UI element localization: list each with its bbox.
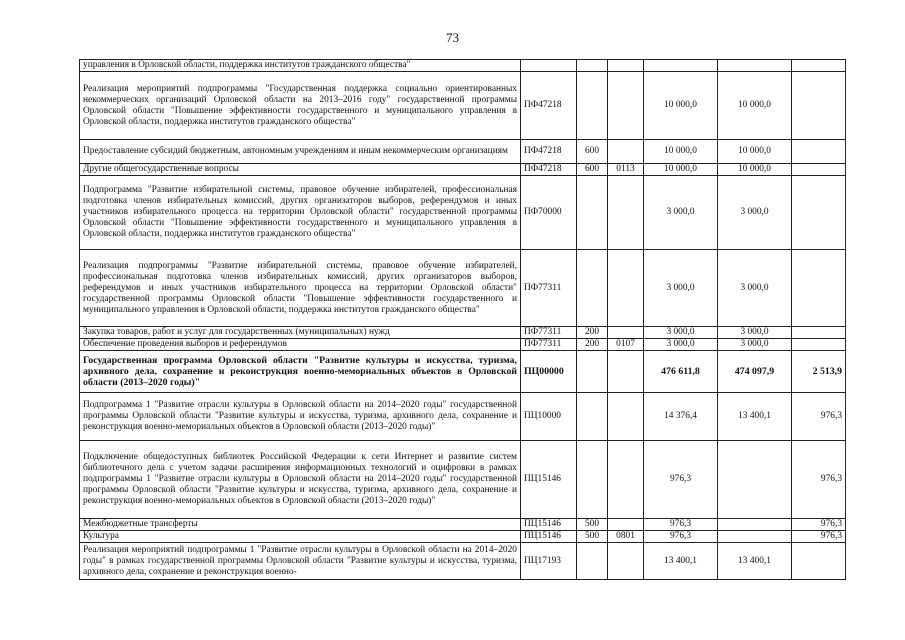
- target-article-code: ПЦ17193: [521, 543, 577, 580]
- amount-3: [792, 60, 846, 72]
- target-article-code: ПЦ15146: [521, 441, 577, 519]
- section-code: 0113: [608, 164, 644, 176]
- section-code: [608, 250, 644, 327]
- expense-type-code: 500: [577, 519, 608, 531]
- target-article-code: ПЦ15146: [521, 531, 577, 543]
- amount-total: 10 000,0: [644, 164, 718, 176]
- section-code: 0107: [608, 339, 644, 351]
- row-description: Государственная программа Орловской области "Развитие культуры и искусства, туризма, архивного дела, сохранение и реконструкция военно-мемориальных объектов в Орловской области (2013–2020 годы)": [80, 351, 521, 393]
- amount-total: 3 000,0: [644, 176, 718, 250]
- table-row: [80, 140, 846, 164]
- row-description: Реализация подпрограммы "Развитие избирательной системы, правовое обучение избирателей, профессиональная подготовка членов избирательных комиссий, других организаторов выборов, референдумов и иных участников избирательного процесса на территории Орловской области" государственной программы Орловской области "Повышение эффективности государственного и муниципального управления в Орловской области, поддержка институтов гражданского общества": [80, 250, 521, 327]
- amount-total: 3 000,0: [644, 339, 718, 351]
- amount-total: 976,3: [644, 531, 718, 543]
- amount-3: [792, 140, 846, 164]
- amount-2: 3 000,0: [718, 176, 792, 250]
- amount-2: 13 400,1: [718, 543, 792, 580]
- expense-type-code: [577, 176, 608, 250]
- row-description: Другие общегосударственные вопросы: [80, 164, 521, 176]
- row-description: Культура: [80, 531, 521, 543]
- amount-total: 3 000,0: [644, 327, 718, 339]
- table-row: [80, 164, 846, 176]
- row-description: Закупка товаров, работ и услуг для государственных (муниципальных) нужд: [80, 327, 521, 339]
- target-article-code: ПЦ10000: [521, 393, 577, 441]
- amount-total: 976,3: [644, 519, 718, 531]
- amount-3: [792, 339, 846, 351]
- amount-3: [792, 250, 846, 327]
- table-row: [80, 60, 846, 72]
- amount-total: 976,3: [644, 441, 718, 519]
- expense-type-code: [577, 393, 608, 441]
- amount-3: [792, 164, 846, 176]
- amount-2: 10 000,0: [718, 140, 792, 164]
- row-description: управления в Орловской области, поддержка институтов гражданского общества": [80, 60, 521, 72]
- section-code: [608, 351, 644, 393]
- table-row: [80, 519, 846, 531]
- amount-3: [792, 72, 846, 140]
- section-code: [608, 327, 644, 339]
- expense-type-code: 500: [577, 531, 608, 543]
- expense-type-code: [577, 60, 608, 72]
- table-body: [80, 60, 846, 580]
- amount-total: 3 000,0: [644, 250, 718, 327]
- table-row: [80, 441, 846, 519]
- amount-2: [718, 60, 792, 72]
- amount-2: 474 097,9: [718, 351, 792, 393]
- section-code: [608, 72, 644, 140]
- amount-3: 2 513,9: [792, 351, 846, 393]
- table-row: [80, 393, 846, 441]
- target-article-code: ПФ70000: [521, 176, 577, 250]
- amount-total: 10 000,0: [644, 72, 718, 140]
- amount-2: [718, 441, 792, 519]
- table-row: [80, 531, 846, 543]
- target-article-code: ПФ47218: [521, 140, 577, 164]
- expense-type-code: [577, 543, 608, 580]
- target-article-code: ПЦ15146: [521, 519, 577, 531]
- amount-3: 976,3: [792, 531, 846, 543]
- section-code: 0801: [608, 531, 644, 543]
- row-description: Подключение общедоступных библиотек Российской Федерации к сети Интернет и развитие систем библиотечного дела с учетом задачи расширения информационных технологий и оцифровки в рамках подпрограммы 1 "Развитие отрасли культуры в Орловской области на 2014–2020 годы" государственной программы Орловской области "Развитие культуры и искусства, туризма, архивного дела, сохранение и реконструкция военно-мемориальных объектов в Орловской области (2013–2020 годы)": [80, 441, 521, 519]
- table-row: [80, 543, 846, 580]
- amount-3: [792, 543, 846, 580]
- amount-2: 3 000,0: [718, 327, 792, 339]
- expense-type-code: 200: [577, 327, 608, 339]
- expense-type-code: 600: [577, 164, 608, 176]
- amount-3: 976,3: [792, 441, 846, 519]
- expense-type-code: [577, 351, 608, 393]
- amount-total: 10 000,0: [644, 140, 718, 164]
- amount-2: 10 000,0: [718, 164, 792, 176]
- amount-total: [644, 60, 718, 72]
- section-code: [608, 60, 644, 72]
- section-code: [608, 176, 644, 250]
- amount-3: 976,3: [792, 519, 846, 531]
- target-article-code: ПФ77311: [521, 327, 577, 339]
- row-description: Подпрограмма "Развитие избирательной системы, правовое обучение избирателей, профессиональная подготовка членов избирательных комиссий, других организаторов выборов, референдумов и иных участников избирательного процесса на территории Орловской области" государственной программы Орловской области "Повышение эффективности государственного и муниципального управления в Орловской области, поддержка институтов гражданского общества": [80, 176, 521, 250]
- amount-3: 976,3: [792, 393, 846, 441]
- row-description: Подпрограмма 1 "Развитие отрасли культуры в Орловской области на 2014–2020 годы" государственной программы Орловской области "Развитие культуры и искусства, туризма, архивного дела, сохранение и реконструкция военно-мемориальных объектов в Орловской области (2013–2020 годы)": [80, 393, 521, 441]
- amount-2: 10 000,0: [718, 72, 792, 140]
- target-article-code: ПФ77311: [521, 339, 577, 351]
- amount-2: 3 000,0: [718, 339, 792, 351]
- section-code: [608, 393, 644, 441]
- amount-total: 476 611,8: [644, 351, 718, 393]
- amount-total: 13 400,1: [644, 543, 718, 580]
- page-number: 73: [446, 30, 459, 45]
- amount-3: [792, 327, 846, 339]
- section-code: [608, 519, 644, 531]
- row-description: Предоставление субсидий бюджетным, автономным учреждениям и иным некоммерческим организациям: [80, 140, 521, 164]
- table-row: [80, 339, 846, 351]
- target-article-code: ПЦ00000: [521, 351, 577, 393]
- target-article-code: ПФ77311: [521, 250, 577, 327]
- amount-2: 3 000,0: [718, 250, 792, 327]
- table-row: [80, 327, 846, 339]
- table-row: [80, 176, 846, 250]
- section-code: [608, 543, 644, 580]
- row-description: Реализация мероприятий подпрограммы "Государственная поддержка социально ориентированных некоммерческих организаций Орловской области на 2013–2016 году" государственной программы Орловской области "Повышение эффективности государственного и муниципального управления в Орловской области, поддержка институтов гражданского общества": [80, 72, 521, 140]
- amount-2: [718, 519, 792, 531]
- expense-type-code: [577, 441, 608, 519]
- expense-type-code: [577, 250, 608, 327]
- amount-total: 14 376,4: [644, 393, 718, 441]
- table-row: [80, 250, 846, 327]
- target-article-code: [521, 60, 577, 72]
- table-row: [80, 72, 846, 140]
- amount-2: 13 400,1: [718, 393, 792, 441]
- expense-type-code: [577, 72, 608, 140]
- budget-table: [79, 59, 846, 580]
- target-article-code: ПФ47218: [521, 164, 577, 176]
- expense-type-code: 600: [577, 140, 608, 164]
- section-code: [608, 441, 644, 519]
- amount-2: [718, 531, 792, 543]
- amount-3: [792, 176, 846, 250]
- target-article-code: ПФ47218: [521, 72, 577, 140]
- row-description: Реализация мероприятий подпрограммы 1 "Развитие отрасли культуры в Орловской области на 2014–2020 годы" в рамках государственной программы Орловской области "Развитие культуры и искусства, туризма, архивного дела, сохранение и реконструкция военно-: [80, 543, 521, 580]
- row-description: Межбюджетные трансферты: [80, 519, 521, 531]
- section-code: [608, 140, 644, 164]
- expense-type-code: 200: [577, 339, 608, 351]
- table-row: [80, 351, 846, 393]
- row-description: Обеспечение проведения выборов и референдумов: [80, 339, 521, 351]
